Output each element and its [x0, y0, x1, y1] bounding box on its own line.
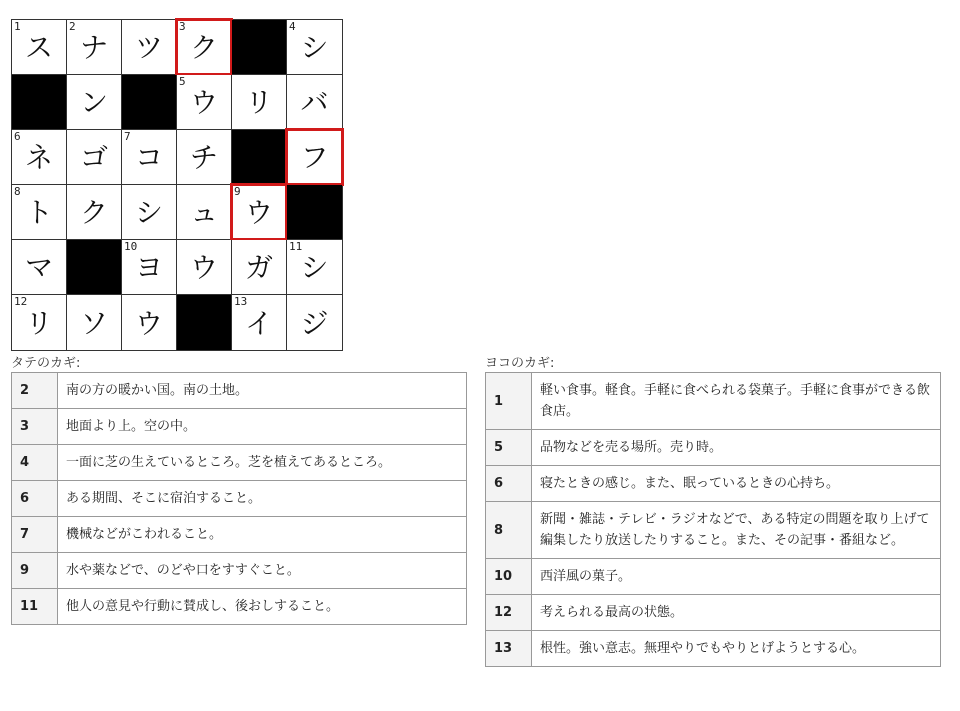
- grid-cell[interactable]: [12, 295, 67, 350]
- down-clues-table: [11, 372, 467, 625]
- cell-letter: イ: [244, 306, 273, 340]
- black-cell: [12, 75, 67, 130]
- cell-letter: マ: [24, 251, 53, 284]
- cell-number: 13: [234, 295, 248, 308]
- clue-row: [12, 589, 467, 625]
- grid-cell[interactable]: [122, 130, 177, 185]
- cell-number: 8: [14, 185, 21, 198]
- cell-letter: ウ: [134, 306, 163, 340]
- clue-number: 4: [12, 445, 58, 481]
- clue-row: [12, 373, 467, 409]
- clue-row: [486, 502, 941, 559]
- grid-cell[interactable]: [287, 295, 342, 350]
- clue-text: 一面に芝の生えているところ。芝を植えてあるところ。: [58, 445, 467, 481]
- cell-letter: ゴ: [79, 141, 108, 174]
- grid-cell[interactable]: [287, 20, 342, 75]
- cell-letter: ン: [79, 86, 108, 119]
- down-clues-title: タテのカギ:: [11, 356, 81, 371]
- clue-row: [486, 595, 941, 631]
- clue-number: 8: [486, 502, 532, 559]
- black-cell: [232, 130, 287, 185]
- clue-text: ある期間、そこに宿泊すること。: [58, 481, 467, 517]
- grid-cell[interactable]: [12, 185, 67, 240]
- cell-letter: ツ: [134, 31, 163, 64]
- cell-number: 1: [14, 20, 21, 33]
- cell-number: 10: [124, 240, 138, 253]
- grid-cell[interactable]: [67, 75, 122, 130]
- highlighted-cell[interactable]: [177, 20, 232, 75]
- black-cell: [177, 295, 232, 350]
- cell-letter: ト: [24, 196, 53, 229]
- cell-number: 11: [289, 240, 303, 253]
- grid-cell[interactable]: [177, 185, 232, 240]
- grid-cell[interactable]: [12, 240, 67, 295]
- black-cell: [122, 75, 177, 130]
- black-cell: [67, 240, 122, 295]
- clue-row: [486, 373, 941, 430]
- grid-cell[interactable]: [122, 295, 177, 350]
- cell-letter: ウ: [189, 86, 218, 119]
- grid-cell[interactable]: [67, 20, 122, 75]
- clue-number: 6: [486, 466, 532, 502]
- cell-number: 6: [14, 130, 21, 143]
- grid-cell[interactable]: [177, 240, 232, 295]
- clue-text: 根性。強い意志。無理やりでもやりとげようとする心。: [532, 631, 941, 667]
- crossword-grid: [11, 19, 343, 351]
- cell-number: 9: [234, 185, 241, 198]
- clue-row: [12, 481, 467, 517]
- cell-letter: ガ: [244, 251, 273, 284]
- grid-cell[interactable]: [177, 130, 232, 185]
- clue-row: [486, 559, 941, 595]
- cell-number: 2: [69, 20, 76, 33]
- grid-cell[interactable]: [122, 185, 177, 240]
- clue-text: 他人の意見や行動に賛成し、後おしすること。: [58, 589, 467, 625]
- grid-cell[interactable]: [67, 295, 122, 350]
- clue-row: [12, 517, 467, 553]
- cell-letter: シ: [300, 31, 329, 64]
- clue-text: 品物などを売る場所。売り時。: [532, 430, 941, 466]
- highlighted-cell[interactable]: [232, 185, 287, 240]
- cell-letter: フ: [300, 141, 329, 174]
- grid-cell[interactable]: [12, 130, 67, 185]
- cell-letter: リ: [24, 306, 53, 340]
- cell-letter: ス: [24, 31, 53, 64]
- clue-text: 地面より上。空の中。: [58, 409, 467, 445]
- grid-cell[interactable]: [287, 75, 342, 130]
- cell-letter: バ: [300, 86, 329, 119]
- cell-letter: コ: [134, 141, 163, 174]
- clue-text: 水や薬などで、のどや口をすすぐこと。: [58, 553, 467, 589]
- grid-cell[interactable]: [12, 20, 67, 75]
- clue-number: 9: [12, 553, 58, 589]
- clue-text: 考えられる最高の状態。: [532, 595, 941, 631]
- clue-text: 軽い食事。軽食。手軽に食べられる袋菓子。手軽に食事ができる飲食店。: [532, 373, 941, 430]
- across-clues-table: [485, 372, 941, 667]
- cell-number: 12: [14, 295, 28, 308]
- cell-letter: ク: [79, 196, 108, 229]
- black-cell: [287, 185, 342, 240]
- across-clues-title: ヨコのカギ:: [485, 356, 555, 371]
- cell-number: 5: [179, 75, 186, 88]
- clue-number: 7: [12, 517, 58, 553]
- cell-letter: シ: [134, 196, 163, 229]
- grid-cell[interactable]: [232, 240, 287, 295]
- grid-cell[interactable]: [232, 75, 287, 130]
- clue-number: 5: [486, 430, 532, 466]
- cell-letter: シ: [300, 251, 329, 284]
- grid-cell[interactable]: [122, 240, 177, 295]
- clue-number: 6: [12, 481, 58, 517]
- cell-letter: ヨ: [134, 251, 163, 284]
- clue-text: 機械などがこわれること。: [58, 517, 467, 553]
- clue-row: [486, 430, 941, 466]
- grid-cell[interactable]: [232, 295, 287, 350]
- grid-cell[interactable]: [287, 240, 342, 295]
- cell-number: 7: [124, 130, 131, 143]
- clue-row: [486, 631, 941, 667]
- highlighted-cell[interactable]: [287, 130, 342, 185]
- clue-row: [12, 445, 467, 481]
- cell-letter: リ: [244, 86, 273, 119]
- grid-cell[interactable]: [67, 130, 122, 185]
- cell-letter: ネ: [24, 141, 53, 174]
- cell-letter: ナ: [79, 31, 108, 64]
- cell-letter: チ: [189, 141, 218, 174]
- cell-letter: ュ: [189, 196, 218, 229]
- clue-number: 3: [12, 409, 58, 445]
- cell-letter: ウ: [244, 196, 273, 229]
- cell-number: 3: [179, 20, 186, 33]
- clue-number: 13: [486, 631, 532, 667]
- clue-number: 12: [486, 595, 532, 631]
- clue-text: 寝たときの感じ。また、眠っているときの心持ち。: [532, 466, 941, 502]
- clue-row: [12, 409, 467, 445]
- clue-number: 1: [486, 373, 532, 430]
- grid-cell[interactable]: [122, 20, 177, 75]
- grid-cell[interactable]: [67, 185, 122, 240]
- clue-row: [12, 553, 467, 589]
- clue-number: 11: [12, 589, 58, 625]
- clue-text: 新聞・雑誌・テレビ・ラジオなどで、ある特定の問題を取り上げて編集したり放送したりすること。また、その記事・番組など。: [532, 502, 941, 559]
- clue-text: 南の方の暖かい国。南の土地。: [58, 373, 467, 409]
- cell-letter: ジ: [300, 306, 329, 340]
- cell-letter: ク: [189, 31, 218, 64]
- grid-cell[interactable]: [177, 75, 232, 130]
- black-cell: [232, 20, 287, 75]
- cell-letter: ウ: [189, 251, 218, 284]
- clue-number: 10: [486, 559, 532, 595]
- cell-letter: ソ: [79, 306, 108, 340]
- clue-row: [486, 466, 941, 502]
- clue-number: 2: [12, 373, 58, 409]
- clue-text: 西洋風の菓子。: [532, 559, 941, 595]
- cell-number: 4: [289, 20, 296, 33]
